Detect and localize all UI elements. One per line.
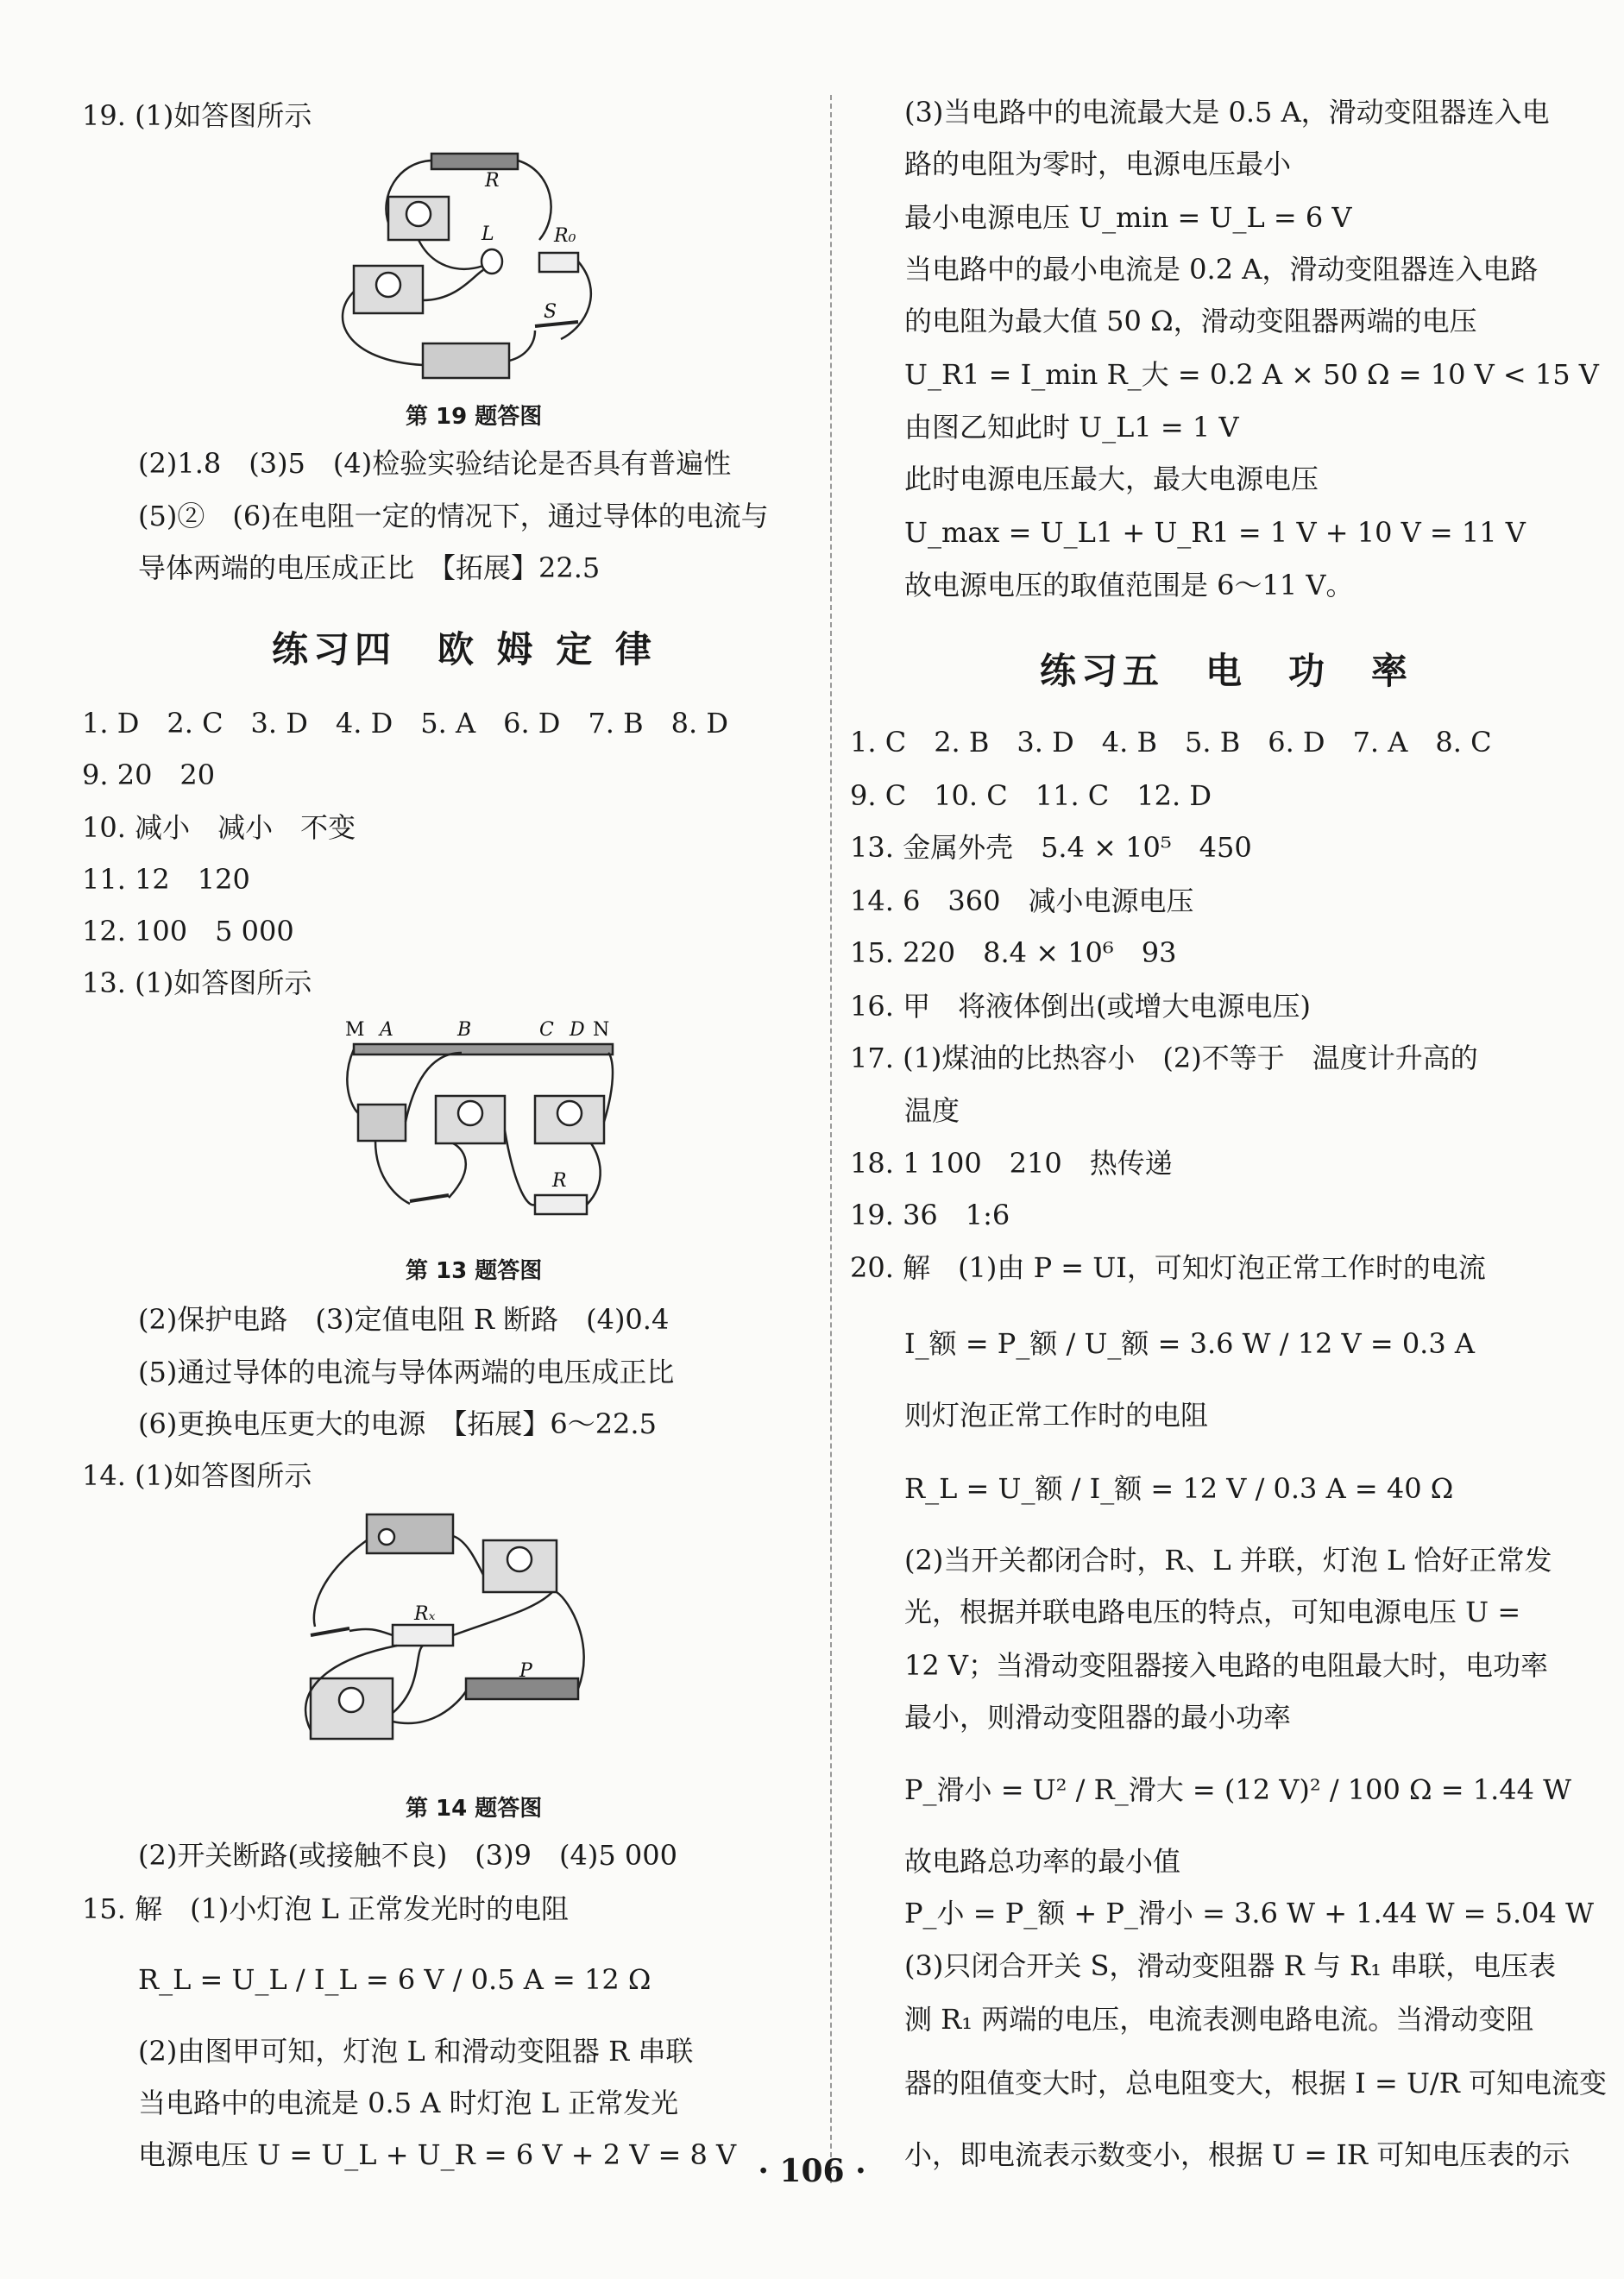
answer-11: 11. 12 120 xyxy=(82,863,250,896)
answer-15d: 电源电压 U = U_L + U_R = 6 V + 2 V = 8 V xyxy=(138,2138,737,2171)
answer-12: 12. 100 5 000 xyxy=(82,915,294,947)
fig13-label-n: N xyxy=(593,1019,610,1041)
figure-19-circuit xyxy=(328,145,613,388)
right-line-3: 最小电源电压 U_min = U_L = 6 V xyxy=(904,201,1352,234)
answer-15c: 当电路中的电流是 0.5 A 时灯泡 L 正常发光 xyxy=(138,2087,679,2119)
resistor-r0 xyxy=(539,253,578,272)
right-line-5: 的电阻为最大值 50 Ω，滑动变阻器两端的电压 xyxy=(904,305,1477,337)
section4-title: 练习四 欧 姆 定 律 xyxy=(272,628,657,670)
answer-13c: (5)通过导体的电流与导体两端的电压成正比 xyxy=(138,1356,675,1388)
answer-10: 10. 减小 减小 不变 xyxy=(82,811,356,844)
answer-b16: 16. 甲 将液体倒出(或增大电源电压) xyxy=(850,990,1312,1023)
answer-b19: 19. 36 1:6 xyxy=(850,1199,1010,1231)
fig19-caption: 第 19 题答图 xyxy=(406,404,543,430)
battery xyxy=(358,1105,406,1141)
column-divider xyxy=(830,95,832,2183)
answer-b20g: 故电路总功率的最小值 xyxy=(904,1845,1181,1878)
q19-text: 19. (1)如答图所示 xyxy=(82,99,312,132)
fig19-label-l: L xyxy=(482,223,494,245)
fig14-label-p: P xyxy=(519,1660,532,1682)
answers-b9-12: 9. C 10. C 11. C 12. D xyxy=(850,779,1212,812)
answer-b20b: 则灯泡正常工作时的电阻 xyxy=(904,1399,1209,1432)
right-line-2: 路的电阻为零时，电源电压最小 xyxy=(904,148,1292,180)
q19c-text: (5)② (6)在电阻一定的情况下，通过导体的电流与 xyxy=(138,500,769,532)
fig13-label-r: R xyxy=(552,1170,567,1192)
answer-14b: (2)开关断路(或接触不良) (3)9 (4)5 000 xyxy=(138,1839,677,1872)
answer-b20k: 小，即电流表示数变小，根据 U = IR 可知电压表的示 xyxy=(904,2138,1570,2171)
answers-b1-8: 1. C 2. B 3. D 4. B 5. B 6. D 7. A 8. C xyxy=(850,726,1492,759)
fig13-caption: 第 13 题答图 xyxy=(406,1258,543,1284)
right-line-1: (3)当电路中的电流最大是 0.5 A，滑动变阻器连入电 xyxy=(904,96,1550,129)
answer-b20f: 最小，则滑动变阻器的最小功率 xyxy=(904,1701,1292,1734)
answer-b17b: 温度 xyxy=(904,1094,960,1127)
answer-b20-eq2: R_L = U_额 / I_额 = 12 V / 0.3 A = 40 Ω xyxy=(904,1472,1454,1505)
answer-b20: 20. 解 (1)由 P = UI，可知灯泡正常工作时的电流 xyxy=(850,1251,1486,1284)
answer-b20e: 12 V；当滑动变阻器接入电路的电阻最大时，电功率 xyxy=(904,1649,1549,1682)
q19d-text: 导体两端的电压成正比 【拓展】22.5 xyxy=(138,551,601,584)
answer-b20i: 测 R₁ 两端的电压，电流表测电路电流。当滑动变阻 xyxy=(904,2003,1534,2036)
bulb xyxy=(482,249,502,274)
answer-b18: 18. 1 100 210 热传递 xyxy=(850,1147,1173,1180)
fig19-label-s: S xyxy=(544,301,557,323)
section5-title: 练习五 电 功 率 xyxy=(1040,650,1413,692)
right-line-9: U_max = U_L1 + U_R1 = 1 V + 10 V = 11 V xyxy=(904,516,1526,549)
fig13-label-b: B xyxy=(457,1019,472,1041)
right-line-10: 故电源电压的取值范围是 6～11 V。 xyxy=(904,569,1354,601)
switch xyxy=(311,1628,349,1635)
figure-13-circuit xyxy=(341,1010,626,1234)
answer-15: 15. 解 (1)小灯泡 L 正常发光时的电阻 xyxy=(82,1892,569,1925)
answer-13b: (2)保护电路 (3)定值电阻 R 断路 (4)0.4 xyxy=(138,1303,670,1336)
answer-b14: 14. 6 360 减小电源电压 xyxy=(850,885,1194,917)
fig13-label-a: A xyxy=(380,1019,393,1041)
resistor-rx xyxy=(393,1625,453,1646)
answer-b20-eq3: P_滑小 = U² / R_滑大 = (12 V)² / 100 Ω = 1.44 W xyxy=(904,1773,1572,1806)
answer-b13: 13. 金属外壳 5.4 × 10⁵ 450 xyxy=(850,831,1252,864)
fig19-label-r0: R₀ xyxy=(554,225,576,247)
answer-13: 13. (1)如答图所示 xyxy=(82,966,312,999)
answer-b20-eq1: I_额 = P_额 / U_额 = 3.6 W / 12 V = 0.3 A xyxy=(904,1327,1475,1360)
q19b-text: (2)1.8 (3)5 (4)检验实验结论是否具有普遍性 xyxy=(138,447,732,480)
answer-b20-eq4: P_小 = P_额 + P_滑小 = 3.6 W + 1.44 W = 5.04 W xyxy=(904,1897,1594,1930)
rheostat xyxy=(431,154,518,169)
answer-15-eq1: R_L = U_L / I_L = 6 V / 0.5 A = 12 Ω xyxy=(138,1963,651,1996)
fig14-label-rx: Rₓ xyxy=(414,1603,436,1625)
fig13-label-m: M xyxy=(345,1019,365,1041)
answer-b20d: 光，根据并联电路电压的特点，可知电源电压 U = xyxy=(904,1596,1521,1628)
figure-14-circuit xyxy=(293,1506,604,1765)
power-supply xyxy=(423,343,509,378)
answer-b17a: 17. (1)煤油的比热容小 (2)不等于 温度计升高的 xyxy=(850,1042,1478,1074)
resistance-wire xyxy=(354,1044,613,1055)
page-number: · 106 · xyxy=(758,2153,866,2189)
answers-1-8: 1. D 2. C 3. D 4. D 5. A 6. D 7. B 8. D xyxy=(82,707,729,740)
fig19-label-r: R xyxy=(485,170,500,192)
answer-b20h: (3)只闭合开关 S，滑动变阻器 R 与 R₁ 串联，电压表 xyxy=(904,1949,1557,1982)
answer-14: 14. (1)如答图所示 xyxy=(82,1459,312,1492)
answer-b20j: 器的阻值变大时，总电阻变大，根据 I = U/R 可知电流变 xyxy=(904,2067,1607,2100)
resistor-r xyxy=(535,1195,587,1214)
right-line-4: 当电路中的最小电流是 0.2 A，滑动变阻器连入电路 xyxy=(904,253,1539,286)
right-line-7: 由图乙知此时 U_L1 = 1 V xyxy=(904,411,1239,444)
answer-b20c: (2)当开关都闭合时，R、L 并联，灯泡 L 恰好正常发 xyxy=(904,1544,1552,1577)
fig13-label-d: D xyxy=(570,1019,585,1041)
answer-b15: 15. 220 8.4 × 10⁶ 93 xyxy=(850,936,1177,969)
fig13-label-c: C xyxy=(539,1019,554,1041)
answer-13d: (6)更换电压更大的电源 【拓展】6～22.5 xyxy=(138,1407,657,1440)
right-line-8: 此时电源电压最大，最大电源电压 xyxy=(904,463,1319,495)
switch xyxy=(410,1195,449,1201)
answer-15b: (2)由图甲可知，灯泡 L 和滑动变阻器 R 串联 xyxy=(138,2035,694,2068)
right-line-6: U_R1 = I_min R_大 = 0.2 A × 50 Ω = 10 V < 15 V xyxy=(904,358,1599,391)
fig14-caption: 第 14 题答图 xyxy=(406,1796,543,1822)
answer-9: 9. 20 20 xyxy=(82,759,216,791)
